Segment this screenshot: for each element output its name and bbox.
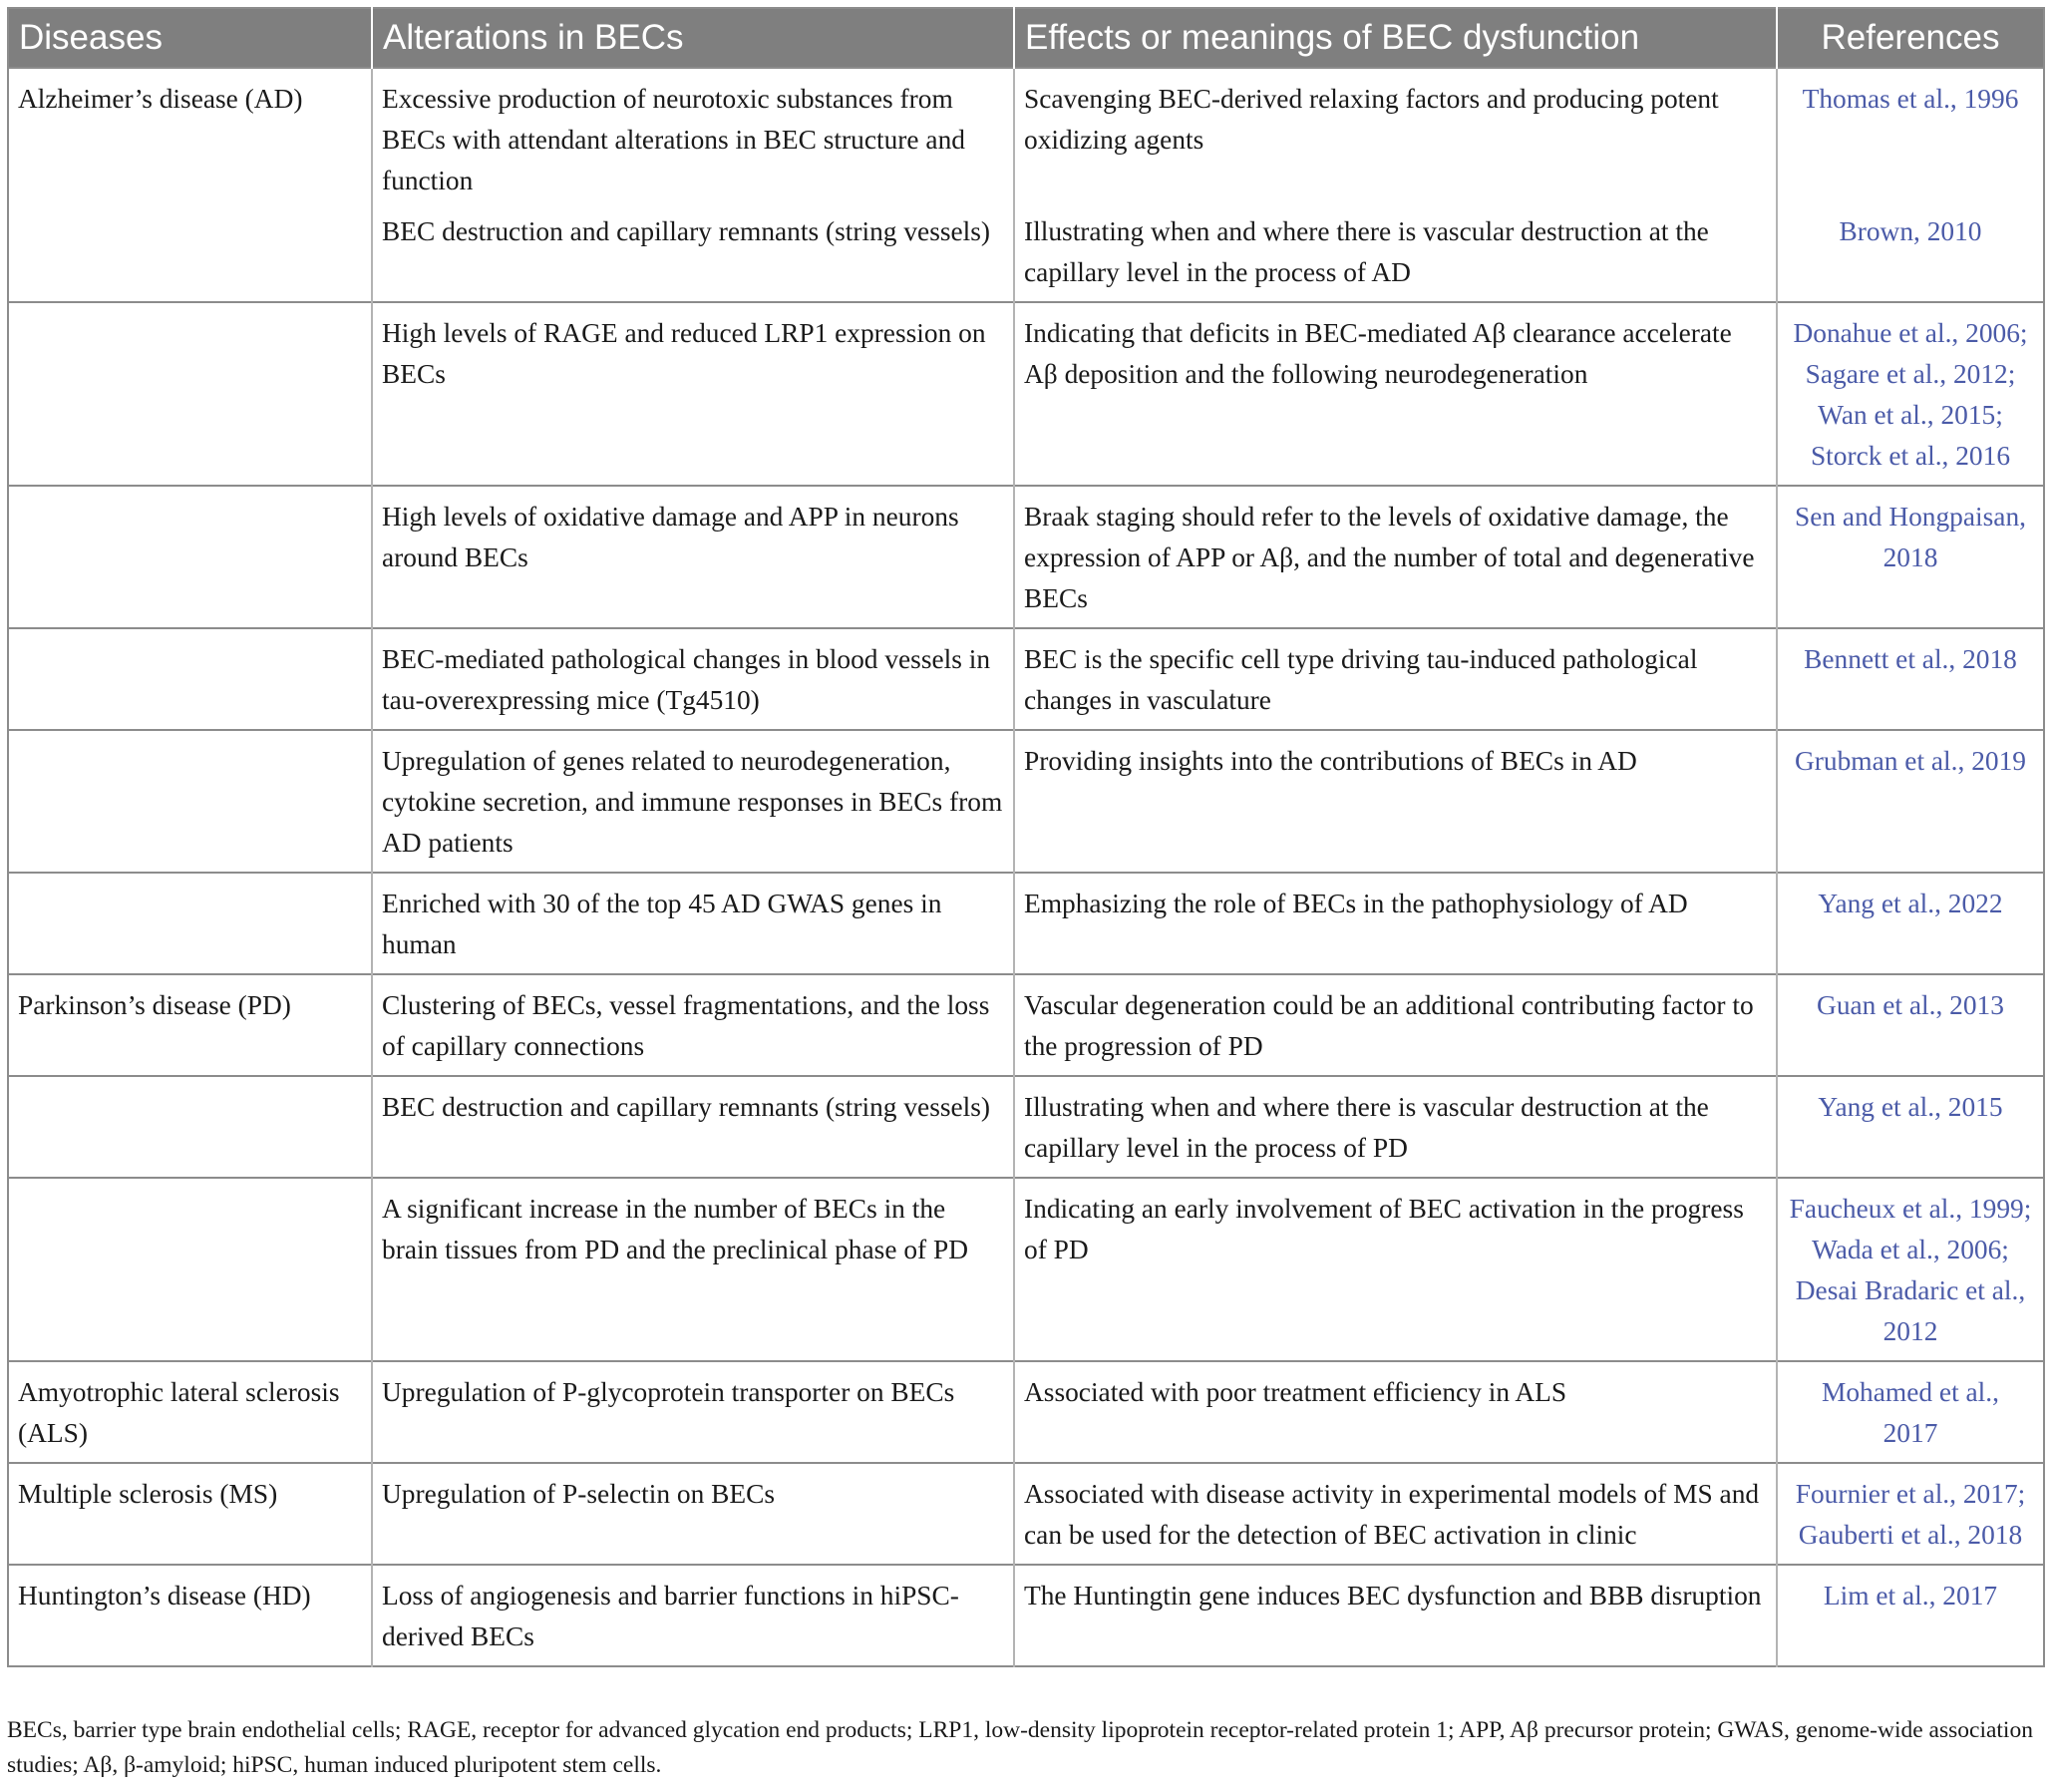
reference-cell [1777,1463,2044,1565]
reference-link[interactable]: Grubman et al., 2019 [1794,746,2026,776]
effect-cell: Associated with disease activity in experimental models of MS and can be used for the detection of BEC activation in clinic [1014,1463,1777,1565]
reference-link[interactable]: Yang et al., 2022 [1818,889,2003,918]
reference-link[interactable]: Faucheux et al., 1999; [1789,1194,2032,1224]
table-row [8,68,2044,209]
reference-cell [1777,209,2044,302]
effect-cell: Emphasizing the role of BECs in the pathophysiology of AD [1014,873,1777,974]
header-effects: Effects or meanings of BEC dysfunction [1014,8,1777,68]
reference-cell [1777,1361,2044,1463]
table-row [8,974,2044,1076]
disease-cell [8,1076,372,1178]
disease-cell [8,628,372,730]
header-diseases: Diseases [8,8,372,68]
reference-cell [1777,1178,2044,1361]
disease-cell: Multiple sclerosis (MS) [8,1463,372,1565]
reference-link[interactable]: Brown, 2010 [1839,216,1982,246]
reference-link[interactable]: Guan et al., 2013 [1817,990,2004,1020]
alteration-cell: High levels of oxidative damage and APP in neurons around BECs [372,486,1014,628]
disease-cell: Parkinson’s disease (PD) [8,974,372,1076]
table-footnote: BECs, barrier type brain endothelial cells; RAGE, receptor for advanced glycation end products; LRP1, low-density lipoprotein receptor-related protein 1; APP, Aβ precursor protein; GWAS, genome-wide association studies; Aβ, β-amyloid; hiPSC, human induced pluripotent stem cells. [7,1717,2033,1778]
table-row [8,209,2044,302]
disease-cell: Huntington’s disease (HD) [8,1565,372,1666]
alteration-cell: Clustering of BECs, vessel fragmentations, and the loss of capillary connections [372,974,1014,1076]
reference-link[interactable]: Yang et al., 2015 [1818,1092,2003,1122]
table-row [8,302,2044,486]
effect-cell: Scavenging BEC-derived relaxing factors and producing potent oxidizing agents [1014,68,1777,209]
reference-link[interactable]: Bennett et al., 2018 [1804,644,2017,674]
table-row [8,730,2044,873]
header-references: References [1777,8,2044,68]
reference-link[interactable]: Sagare et al., 2012; [1805,359,2016,389]
alteration-cell: Enriched with 30 of the top 45 AD GWAS genes in human [372,873,1014,974]
reference-link[interactable]: 2012 [1882,1316,1938,1346]
table-row [8,1076,2044,1178]
table-row [8,1178,2044,1361]
reference-link[interactable]: 2018 [1882,542,1938,572]
reference-cell [1777,1565,2044,1666]
effect-cell: Indicating that deficits in BEC-mediated Aβ clearance accelerate Aβ deposition and the following neurodegeneration [1014,302,1777,486]
reference-cell [1777,486,2044,628]
disease-cell: Alzheimer’s disease (AD) [8,68,372,209]
reference-cell [1777,68,2044,209]
reference-link[interactable]: Gauberti et al., 2018 [1798,1520,2023,1550]
disease-cell: Amyotrophic lateral sclerosis (ALS) [8,1361,372,1463]
disease-cell [8,486,372,628]
reference-link[interactable]: Thomas et al., 1996 [1802,84,2019,114]
reference-link[interactable]: Donahue et al., 2006; [1793,318,2028,348]
alteration-cell: A significant increase in the number of BECs in the brain tissues from PD and the preclinical phase of PD [372,1178,1014,1361]
reference-link[interactable]: Fournier et al., 2017; [1795,1479,2026,1509]
effect-cell: Providing insights into the contributions of BECs in AD [1014,730,1777,873]
disease-cell [8,1178,372,1361]
table-row [8,1463,2044,1565]
reference-cell [1777,628,2044,730]
reference-cell [1777,974,2044,1076]
alteration-cell: Upregulation of P-selectin on BECs [372,1463,1014,1565]
reference-link[interactable]: Lim et al., 2017 [1823,1581,1998,1611]
disease-cell [8,302,372,486]
table-row [8,1565,2044,1666]
reference-link[interactable]: Storck et al., 2016 [1810,441,2011,471]
reference-link[interactable]: Wan et al., 2015; [1818,400,2003,430]
header-alterations: Alterations in BECs [372,8,1014,68]
reference-cell [1777,730,2044,873]
disease-cell [8,730,372,873]
alteration-cell: BEC-mediated pathological changes in blood vessels in tau-overexpressing mice (Tg4510) [372,628,1014,730]
table-row [8,1361,2044,1463]
disease-cell [8,209,372,302]
bec-dysfunction-table [7,7,2045,1667]
effect-cell: BEC is the specific cell type driving tau-induced pathological changes in vasculature [1014,628,1777,730]
reference-link[interactable]: Desai Bradaric et al., [1795,1275,2026,1305]
effect-cell: Vascular degeneration could be an additional contributing factor to the progression of PD [1014,974,1777,1076]
table-row [8,873,2044,974]
reference-link[interactable]: Wada et al., 2006; [1812,1235,2009,1264]
reference-cell [1777,302,2044,486]
alteration-cell: Loss of angiogenesis and barrier functions in hiPSC-derived BECs [372,1565,1014,1666]
alteration-cell: Upregulation of P-glycoprotein transporter on BECs [372,1361,1014,1463]
effect-cell: Associated with poor treatment efficiency in ALS [1014,1361,1777,1463]
alteration-cell: BEC destruction and capillary remnants (string vessels) [372,1076,1014,1178]
table-container [7,7,2043,1667]
alteration-cell: Upregulation of genes related to neurodegeneration, cytokine secretion, and immune responses in BECs from AD patients [372,730,1014,873]
table-row [8,628,2044,730]
disease-cell [8,873,372,974]
reference-link[interactable]: Sen and Hongpaisan, [1794,502,2027,532]
effect-cell: Indicating an early involvement of BEC activation in the progress of PD [1014,1178,1777,1361]
alteration-cell: High levels of RAGE and reduced LRP1 expression on BECs [372,302,1014,486]
effect-cell: The Huntingtin gene induces BEC dysfunction and BBB disruption [1014,1565,1777,1666]
reference-cell [1777,1076,2044,1178]
table-row [8,486,2044,628]
reference-link[interactable]: 2017 [1882,1418,1938,1448]
effect-cell: Braak staging should refer to the levels of oxidative damage, the expression of APP or Aβ, and the number of total and degenerative BECs [1014,486,1777,628]
reference-link[interactable]: Mohamed et al., [1822,1377,1999,1407]
alteration-cell: Excessive production of neurotoxic substances from BECs with attendant alterations in BEC structure and function [372,68,1014,209]
effect-cell: Illustrating when and where there is vascular destruction at the capillary level in the process of PD [1014,1076,1777,1178]
reference-cell [1777,873,2044,974]
effect-cell: Illustrating when and where there is vascular destruction at the capillary level in the process of AD [1014,209,1777,302]
table-header-row [8,8,2044,68]
alteration-cell: BEC destruction and capillary remnants (string vessels) [372,209,1014,302]
